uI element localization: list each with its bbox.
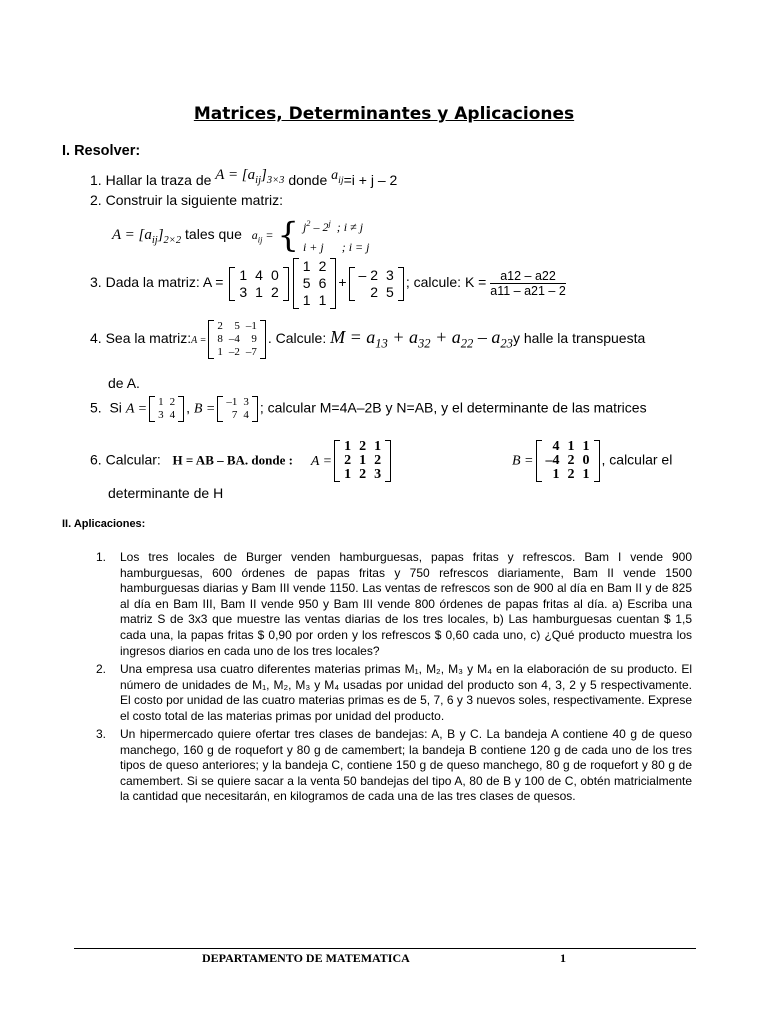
matrix-b-label: B = bbox=[512, 453, 534, 469]
matrix-cell: –2 bbox=[228, 346, 240, 358]
formula-aij-def: $a_{ij}$ = bbox=[251, 228, 274, 245]
brace-symbol: { bbox=[277, 215, 300, 256]
section-2-heading: II. Aplicaciones: bbox=[62, 518, 146, 530]
matrix-cell: 1 bbox=[302, 292, 311, 308]
exercise-text: Sea la matriz: bbox=[105, 330, 192, 347]
application-1 bbox=[96, 550, 696, 665]
exercise-text: tales que bbox=[185, 226, 242, 243]
footer-department: DEPARTAMENTO DE MATEMATICA bbox=[202, 951, 410, 965]
formula-a-aij: $A = [a_{ij}]_{3\times 3}$ bbox=[215, 167, 285, 186]
fraction-denominator: a11 – a21 – 2 bbox=[490, 284, 566, 298]
matrix-cell: 4 bbox=[552, 439, 560, 454]
section-1-heading: I. Resolver: bbox=[62, 143, 141, 159]
matrix-cell: 1 bbox=[302, 258, 311, 274]
matrix-row bbox=[355, 284, 398, 301]
matrix-cell: 4 bbox=[243, 409, 249, 421]
matrix-cell: 2 bbox=[374, 453, 382, 468]
matrix-cell: 4 bbox=[255, 266, 263, 283]
matrix-cell: –4 bbox=[545, 453, 560, 468]
matrix-cell: 3 bbox=[239, 283, 248, 300]
matrix-a-label: A = bbox=[125, 401, 148, 417]
application-2 bbox=[96, 662, 696, 727]
fraction-k bbox=[490, 269, 566, 298]
matrix-cell: 3 bbox=[243, 396, 249, 408]
matrix-cell: 1 bbox=[158, 396, 164, 408]
exercise-1 bbox=[90, 167, 398, 192]
exercise-text: Construir la siguiente matriz: bbox=[105, 192, 283, 208]
matrix-row bbox=[214, 333, 260, 346]
exercise-number: 1. bbox=[90, 172, 102, 188]
matrix-b-3x3 bbox=[536, 440, 600, 482]
matrix-row bbox=[223, 409, 252, 422]
matrix-cell: 2 bbox=[370, 283, 379, 300]
matrix-cell: 2 bbox=[169, 396, 176, 408]
matrix-row bbox=[214, 320, 260, 333]
exercise-number: 4. bbox=[90, 330, 102, 347]
matrix-cell: 1 bbox=[318, 292, 327, 308]
matrix-cell: 4 bbox=[169, 409, 176, 421]
formula-a-2x2: $A = [a_{ij}]_{2\times 2}$ bbox=[112, 227, 182, 247]
matrix-b-label: B = bbox=[193, 401, 216, 417]
fraction-numerator: a12 – a22 bbox=[490, 269, 566, 284]
matrix-cell: 7 bbox=[231, 409, 238, 421]
exercise-text: ; calcular M=4A–2B y N=AB, y el determinante de las matrices bbox=[259, 399, 647, 416]
matrix-row bbox=[155, 396, 178, 409]
matrix-a-label: A = bbox=[191, 335, 207, 347]
matrix-cell: 8 bbox=[217, 333, 223, 345]
matrix-row bbox=[235, 284, 282, 301]
matrix-cell: 0 bbox=[270, 266, 279, 283]
exercise-text: , calcular el bbox=[601, 451, 673, 468]
matrix-row bbox=[299, 292, 331, 309]
matrix-cell: 1 bbox=[344, 439, 352, 454]
application-text: Los tres locales de Burger venden hamburguesas, papas fritas y refrescos. Bam I vende 900 hamburguesas, 600 órdenes de papas fritas y 750 refrescos diariamente, Bam II vende 1500 hamburguesas diarias y Bam III vende 1150. Las ventas de refrescos son de 900 al día en Bam II y de 825 al día en Bam III, Bam II vende 950 y Bam III vende 800 órdenes de papas fritas al día. a) Escriba una matriz S de 3x3 que muestre las ventas diarias de los tres locales, b) Las hamburguesas cuentan $ 1,5 cada una, la papas fritas $ 0,90 por orden y los refrescos $ 0,60 cada uno, c) ¿Qué producto muestra los ingresos diarios en cada uno de los tres locales? bbox=[120, 550, 692, 658]
matrix-cell: 2 bbox=[344, 453, 352, 468]
matrix-cell: 1 bbox=[217, 346, 223, 358]
matrix-a-2x2 bbox=[149, 396, 184, 422]
exercise-text: Dada la matriz: A = bbox=[105, 274, 224, 291]
piecewise-cases: $j^2 - 2^j$ ; i ≠ j i + j ; i = j bbox=[302, 219, 370, 254]
matrix-row bbox=[214, 346, 260, 359]
matrix-cell: 6 bbox=[318, 275, 327, 291]
matrix-cell: 5 bbox=[234, 320, 240, 332]
matrix-b-2x2 bbox=[217, 396, 258, 422]
matrix-row bbox=[340, 454, 385, 468]
matrix-cell: – 2 bbox=[358, 266, 379, 283]
matrix-cell: 0 bbox=[582, 453, 590, 468]
matrix-cell: 1 bbox=[374, 439, 382, 454]
application-number: 3. bbox=[96, 727, 107, 741]
exercise-6 bbox=[90, 440, 393, 482]
matrix-cell: 1 bbox=[239, 266, 248, 283]
matrix-row bbox=[340, 440, 385, 454]
exercise-number: 3. bbox=[90, 274, 102, 291]
exercise-text: Si bbox=[109, 399, 122, 416]
exercise-6-b bbox=[512, 440, 672, 482]
exercise-number: 5. bbox=[90, 399, 102, 416]
matrix-cell: 9 bbox=[251, 333, 257, 345]
matrix-row bbox=[542, 454, 594, 468]
matrix-cell: 2 bbox=[359, 467, 367, 482]
exercise-2 bbox=[90, 192, 283, 208]
matrix-cell: –1 bbox=[226, 396, 238, 408]
exercise-6-cont: determinante de H bbox=[108, 485, 224, 501]
matrix-a-3x3 bbox=[334, 440, 391, 482]
formula-aij: $a_{ij}$ bbox=[331, 168, 344, 186]
matrix-cell: 1 bbox=[567, 439, 575, 454]
matrix-row bbox=[542, 440, 594, 454]
matrix-row bbox=[355, 267, 398, 284]
matrix-cell: 2 bbox=[567, 453, 575, 468]
application-number: 2. bbox=[96, 662, 107, 676]
matrix-cell: 1 bbox=[359, 453, 367, 468]
exercise-number: 6. bbox=[90, 451, 102, 468]
matrix-3x2 bbox=[293, 258, 337, 309]
matrix-row bbox=[155, 409, 178, 422]
matrix-row bbox=[542, 468, 594, 482]
application-text: Una empresa usa cuatro diferentes materias primas M₁, M₂, M₃ y M₄ en la elaboración de su producto. El número de unidades de M₁, M₂, M₃ y M₄ usadas por unidad del producto son 4, 3, 2 y 5 respectivamente. El costo por unidad de las cuatro materias primas es de 5, 7, 6 y 3 nuevos soles, respectivamente. Exprese el costo total de las materias primas por unidad del producto. bbox=[120, 662, 692, 723]
matrix-2x2 bbox=[349, 267, 404, 301]
matrix-cell: 1 bbox=[552, 467, 560, 482]
matrix-cell: 2 bbox=[270, 283, 279, 300]
matrix-cell: –1 bbox=[245, 320, 257, 332]
matrix-cell: 1 bbox=[255, 283, 263, 300]
exercise-text: y halle la transpuesta bbox=[512, 330, 646, 347]
matrix-cell: 1 bbox=[582, 467, 590, 482]
exercise-text: Calcular: bbox=[105, 451, 161, 468]
exercise-text: Hallar la traza de bbox=[105, 172, 212, 188]
matrix-row bbox=[235, 267, 282, 284]
matrix-cell: 5 bbox=[302, 275, 311, 291]
matrix-row bbox=[299, 275, 331, 292]
matrix-cell: –7 bbox=[245, 346, 257, 358]
formula-m: $M = a_{13} + a_{32} + a_{22} - a_{23}$ bbox=[330, 327, 513, 351]
matrix-a-3x3 bbox=[208, 320, 266, 359]
matrix-cell: 5 bbox=[386, 283, 394, 300]
matrix-cell: 2 bbox=[318, 258, 327, 274]
matrix-cell: 1 bbox=[344, 467, 352, 482]
matrix-a-label: A = bbox=[310, 453, 333, 469]
application-text: Un hipermercado quiere ofertar tres clases de bandejas: A, B y C. La bandeja A contiene 40 g de queso manchego, 160 g de roquefort y 80 g de camembert; la bandeja B contiene 120 g de cada uno de los tres tipos de queso anteriores; y la bandeja C, contiene 150 g de queso manchego, 80 g de roquefort y 80 g de camembert. Si se quiere sacar a la venta 50 bandejas del tipo A, 80 de B y 100 de C, obtén matricialmente la cantidad que necesitarán, en kilogramos de cada una de las tres clases de quesos. bbox=[120, 727, 692, 804]
exercise-4-cont: de A. bbox=[108, 375, 140, 391]
matrix-cell: 1 bbox=[582, 439, 590, 454]
exercise-2-formula bbox=[112, 214, 369, 257]
exercise-text: =i + j – 2 bbox=[343, 172, 398, 188]
matrix-cell: 2 bbox=[359, 439, 367, 454]
exercise-text: donde bbox=[288, 172, 328, 188]
formula-h: H = AB – BA. donde : bbox=[172, 452, 293, 468]
matrix-cell: 2 bbox=[217, 320, 223, 332]
page-title: Matrices, Determinantes y Aplicaciones bbox=[193, 104, 575, 124]
page-number: 1 bbox=[560, 951, 566, 965]
exercise-5: 5. Si A = 1 2 3 4 , B = –1 3 7 4 ; calcular M=4A–2B y N=AB, y el determinante de las matrices bbox=[90, 396, 647, 421]
exercise-number: 2. bbox=[90, 192, 102, 208]
exercise-text: ; calcule: K = bbox=[405, 274, 487, 291]
exercise-3: 3. Dada la matriz: A = 1 4 0 3 1 2 1 2 5 6 1 1 + – 2 3 2 5 ; calcule: K = $\frac{a12 - a22}{a11 - a21 - 2}$ bbox=[90, 258, 566, 308]
matrix-cell: –4 bbox=[228, 333, 240, 345]
matrix-cell: 3 bbox=[158, 409, 164, 421]
application-number: 1. bbox=[96, 550, 107, 564]
exercise-text: . Calcule: bbox=[267, 330, 327, 347]
exercise-4 bbox=[90, 320, 645, 359]
footer-divider bbox=[74, 948, 696, 949]
matrix-cell: 2 bbox=[567, 467, 575, 482]
matrix-row bbox=[299, 258, 331, 275]
matrix-row bbox=[223, 396, 252, 409]
matrix-row bbox=[340, 468, 385, 482]
matrix-a-2x3 bbox=[229, 267, 288, 301]
application-3 bbox=[96, 727, 696, 822]
matrix-cell: 3 bbox=[386, 266, 394, 283]
matrix-cell: 3 bbox=[374, 467, 382, 482]
